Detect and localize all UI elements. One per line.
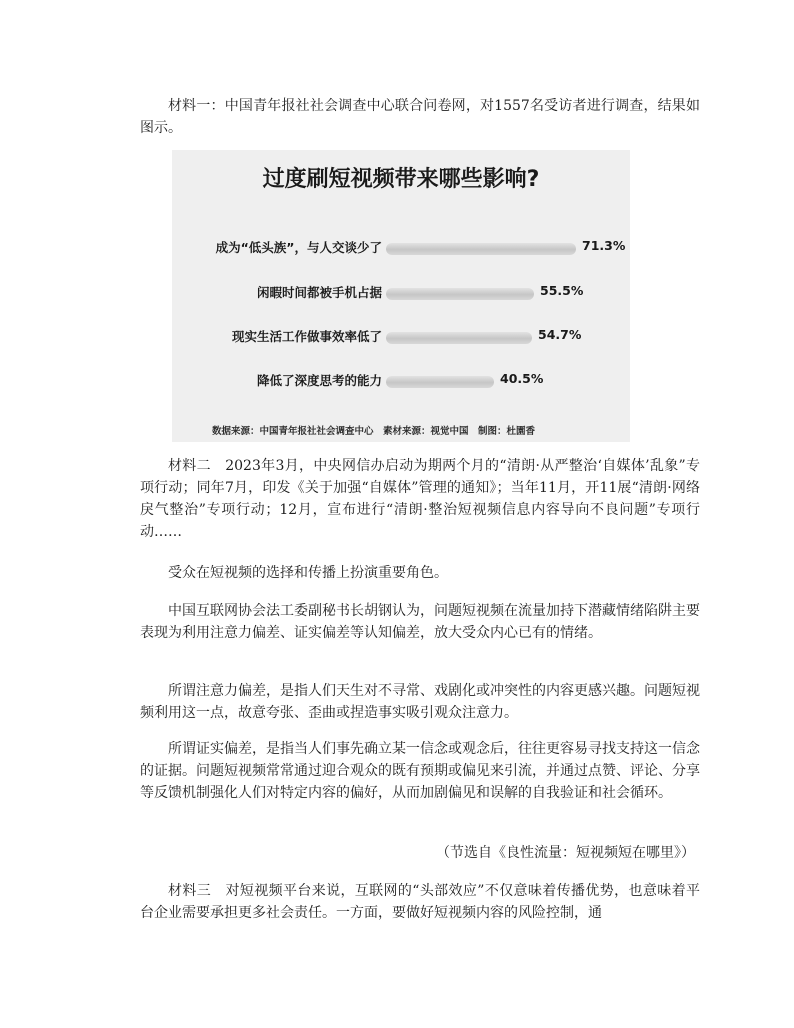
survey-chart	[172, 150, 630, 442]
body-paragraph: 受众在短视频的选择和传播上扮演重要角色。	[168, 565, 448, 581]
citation: （节选自《良性流量：短视频短在哪里》）	[436, 845, 695, 861]
body-paragraph: 所谓注意力偏差，是指人们天生对不寻常、戏剧化或冲突性的内容更感兴趣。问题短视频利用这一点，故意夸张、歪曲或捏造事实吸引观众注意力。	[140, 683, 700, 721]
body-paragraph: 中国互联网协会法工委副秘书长胡钢认为，问题短视频在流量加持下潜藏情绪陷阱主要表现为利用注意力偏差、证实偏差等认知偏差，放大受众内心已有的情绪。	[140, 603, 700, 641]
bar-value: 40.5%	[500, 371, 544, 386]
material-3-text: 材料三 对短视频平台来说，互联网的“头部效应”不仅意味着传播优势，也意味着平台企业需要承担更多社会责任。一方面，要做好短视频内容的风险控制，通	[140, 883, 700, 921]
material-2-text: 材料二 2023年3月，中央网信办启动为期两个月的“清朗·从严整治‘自媒体’乱象”专项行动；同年7月，印发《关于加强“自媒体”管理的通知》；当年11月，开11展“清朗·网络戾气整治”专项行动；12月，宣布进行“清朗·整治短视频信息内容导向不良问题”专项行动……	[140, 458, 700, 540]
chart-source: 数据来源：中国青年报社社会调查中心 素材来源：视觉中国 制图：杜園香	[212, 426, 536, 437]
bar-value: 54.7%	[538, 327, 582, 342]
bar-value: 55.5%	[540, 283, 584, 298]
chart-title: 过度刷短视频带来哪些影响?	[262, 167, 540, 192]
bar	[386, 243, 576, 255]
bar-label: 现实生活工作做事效率低了	[231, 329, 382, 344]
bar-label: 降低了深度思考的能力	[256, 373, 382, 388]
bar-label: 成为“低头族”，与人交谈少了	[215, 240, 382, 255]
body-paragraph: 所谓证实偏差，是指当人们事先确立某一信念或观念后，往往更容易寻找支持这一信念的证据。问题短视频常常通过迎合观众的既有预期或偏见来引流，并通过点赞、评论、分享等反馈机制强化人们对特定内容的偏好，从而加剧偏见和误解的自我验证和社会循环。	[140, 741, 700, 801]
bar	[386, 288, 534, 300]
bar-value: 71.3%	[582, 238, 626, 253]
material-1-text: 材料一：中国青年报社社会调查中心联合问卷网，对1557名受访者进行调查，结果如图示。	[140, 98, 700, 136]
bar-label: 闲暇时间都被手机占据	[256, 285, 382, 300]
bar	[386, 376, 494, 388]
bar	[386, 332, 532, 344]
